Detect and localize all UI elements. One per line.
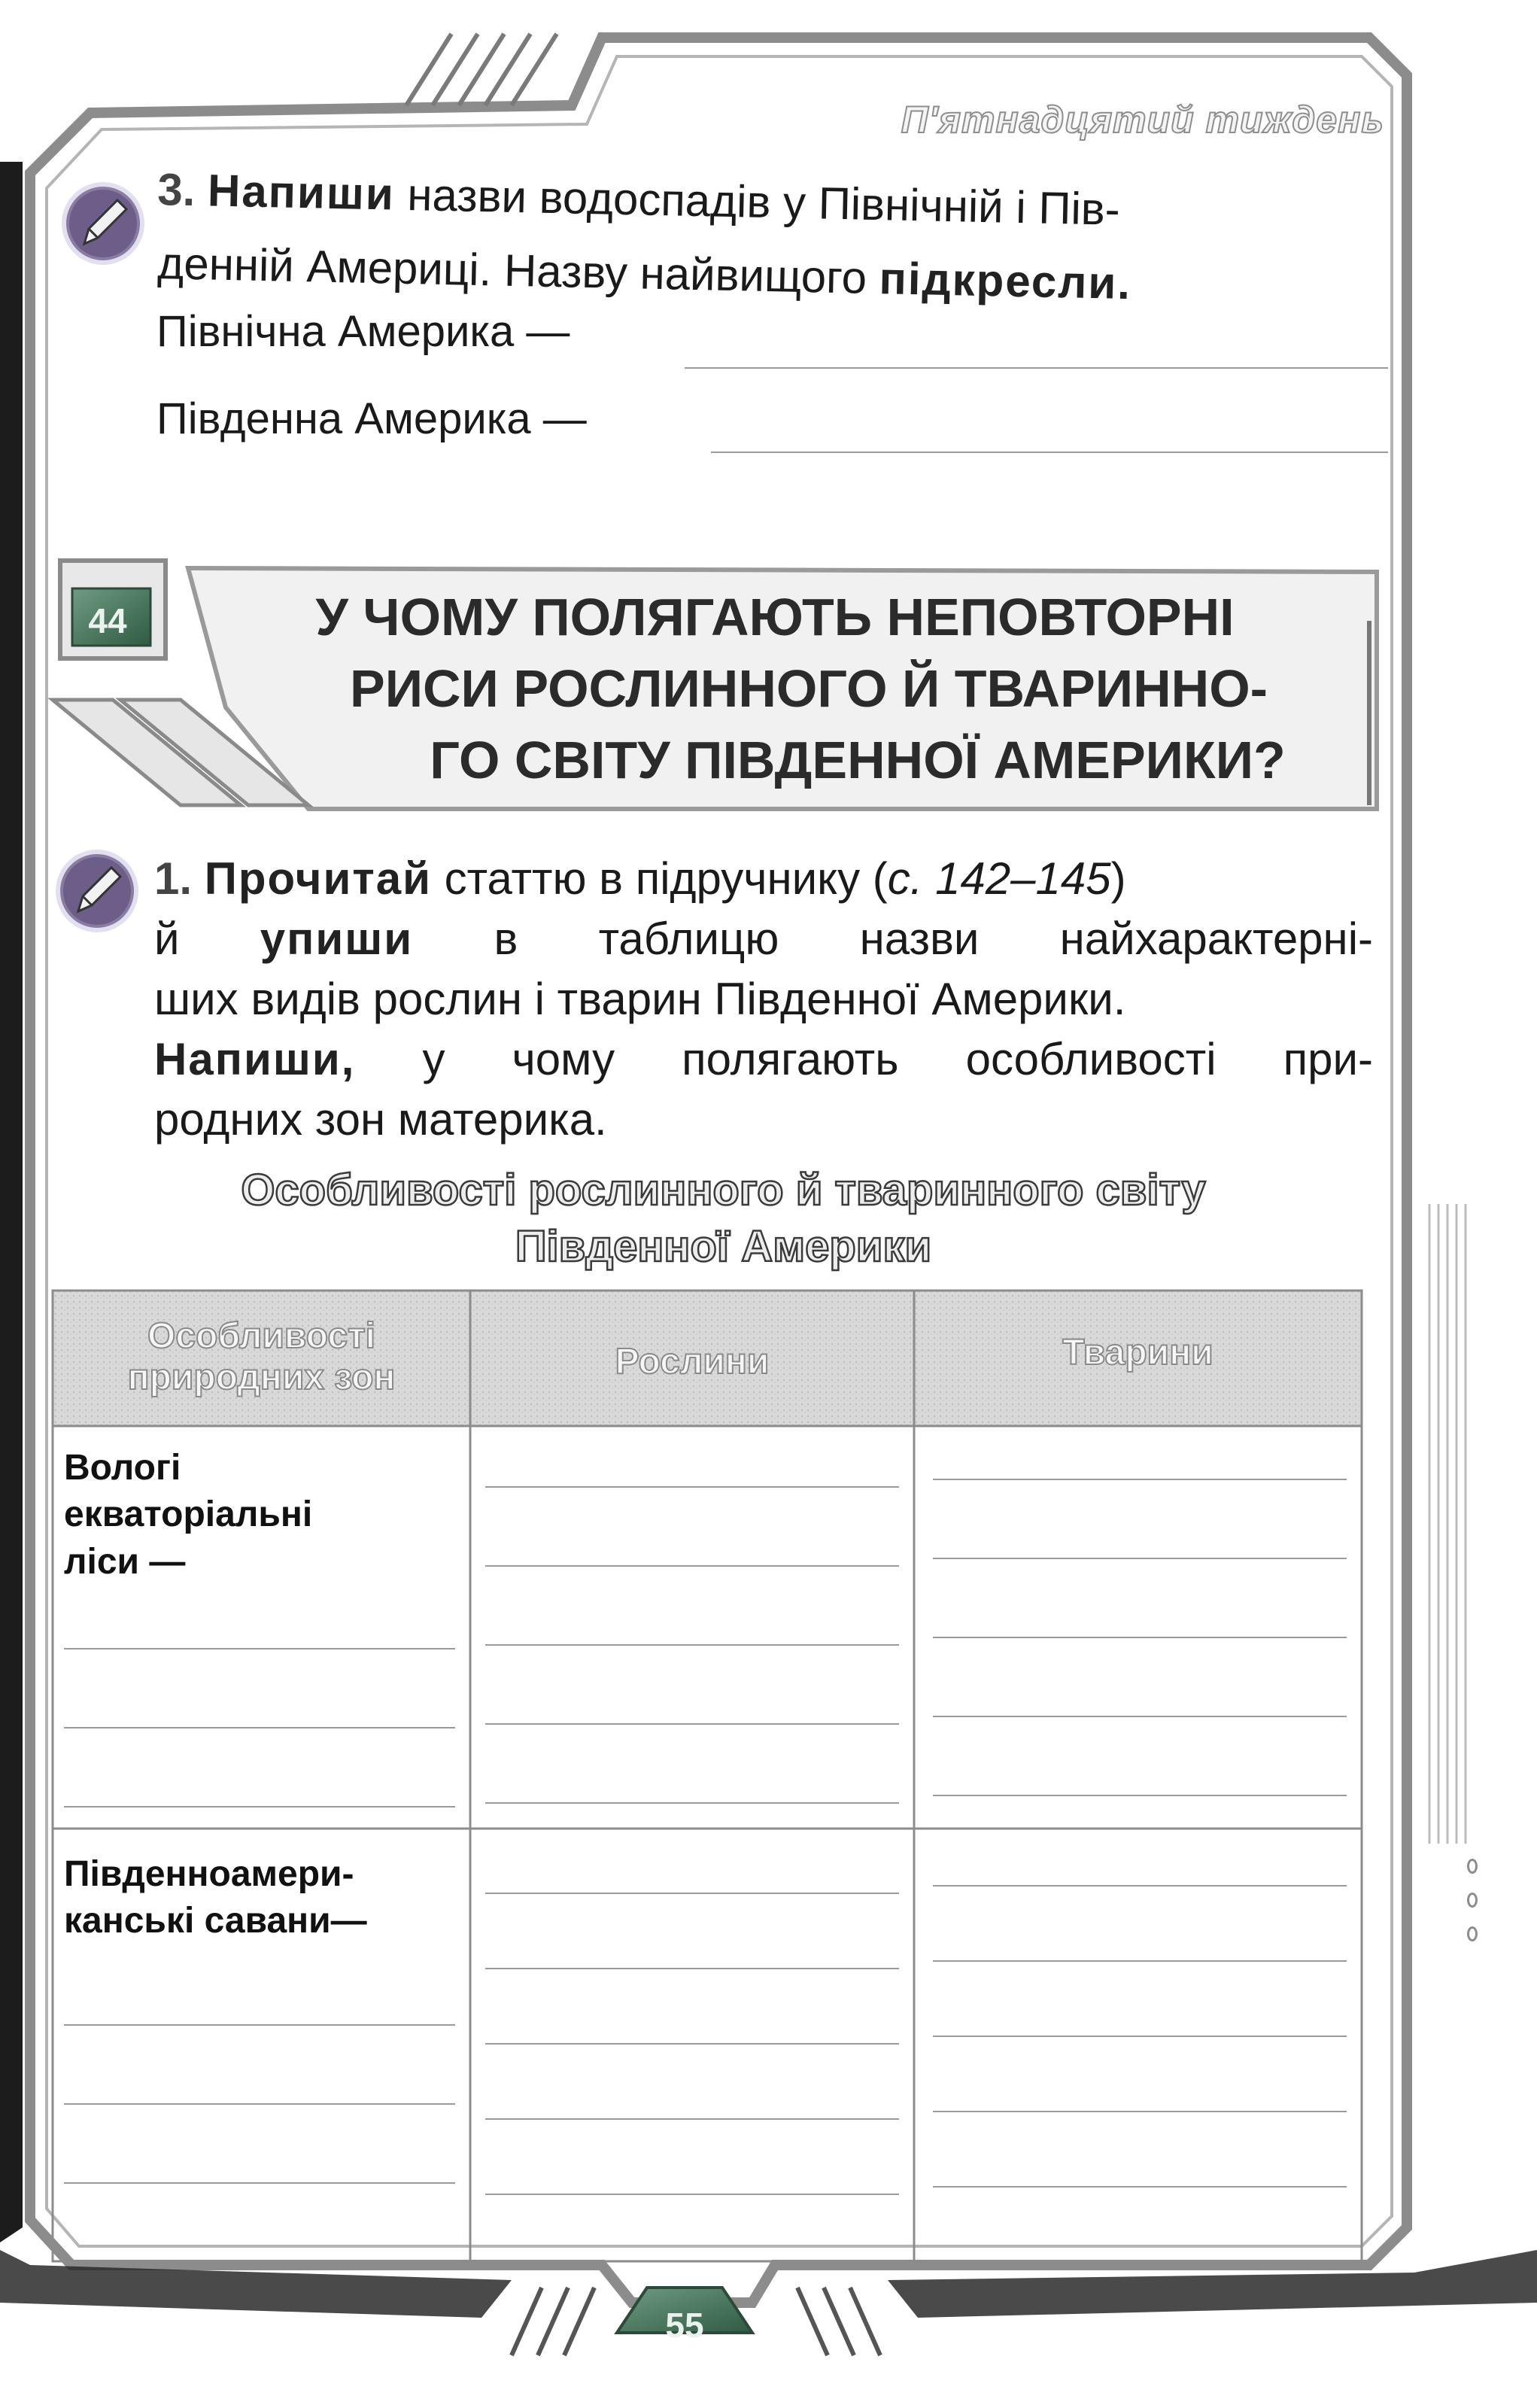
task1-verb-write-in: упиши: [260, 914, 414, 964]
answer-line-savanna-zone[interactable]: [64, 2182, 455, 2184]
task1-verb-read: Прочитай: [204, 853, 433, 904]
running-head-week-title: П'ятнадцятий тиждень: [901, 99, 1384, 141]
task1-text-4: у чому полягають особливості при-: [355, 1034, 1373, 1084]
column-header-plants: Рослини: [615, 1342, 770, 1382]
task1-text-2a: й: [154, 914, 260, 964]
row-label-equatorial-forests: [64, 1445, 312, 1586]
answer-line-south-america[interactable]: [711, 451, 1388, 453]
pencil-task-icon: [59, 179, 147, 268]
answer-line-forests-zone[interactable]: [64, 1806, 455, 1808]
task1-line2: [154, 914, 1374, 964]
answer-line-plants[interactable]: [485, 2194, 899, 2195]
answer-line-plants[interactable]: [485, 2043, 899, 2045]
decorative-dot: [1467, 1893, 1478, 1908]
row-label-savannas: [64, 1851, 367, 1945]
answer-line-north-america[interactable]: [685, 367, 1388, 369]
task1-line3: ших видів рослин і тварин Південної Америки.: [154, 974, 1126, 1024]
answer-line-plants[interactable]: [485, 1486, 899, 1488]
pencil-task-icon: [53, 847, 141, 935]
answer-line-animals[interactable]: [933, 1716, 1347, 1717]
task1-verb-write: Напиши,: [154, 1034, 356, 1084]
answer-line-animals[interactable]: [933, 1558, 1347, 1559]
task3-text: назви водоспадів у Північній і Пів-: [394, 169, 1121, 235]
answer-line-forests-zone[interactable]: [64, 1648, 455, 1649]
lesson-number-badge: 44: [88, 601, 127, 640]
lesson-title-line-1: У ЧОМУ ПОЛЯГАЮТЬ НЕПОВТОРНІ: [315, 588, 1235, 646]
decorative-dot: [1467, 1926, 1478, 1941]
lesson-title-line-2: РИСИ РОСЛИННОГО Й ТВАРИННО-: [350, 659, 1268, 718]
decorative-dot: [1467, 1859, 1478, 1874]
task3-text-2: денній Америці. Назву найвищого: [156, 238, 880, 304]
column-header-zones-line1: Особливості: [147, 1316, 375, 1356]
table-title-line-1: Особливості рослинного й тваринного світу: [241, 1166, 1206, 1215]
answer-line-animals[interactable]: [933, 1885, 1347, 1887]
task1-line5: родних зон материка.: [154, 1094, 607, 1145]
north-america-label: Північна Америка —: [156, 307, 570, 356]
task1-text-2b: в таблицю назви найхарактерні-: [413, 914, 1374, 964]
task1-text: статтю в підручнику (: [432, 853, 888, 904]
task1-line1: [154, 853, 1126, 904]
answer-line-plants[interactable]: [485, 2118, 899, 2120]
answer-line-plants[interactable]: [485, 1802, 899, 1804]
textbook-pages: с. 142–145: [887, 853, 1111, 904]
column-header-zones-line2: природних зон: [127, 1358, 396, 1398]
task3-number: 3.: [156, 164, 196, 216]
answer-line-savanna-zone[interactable]: [64, 2024, 455, 2026]
row-label-line: екваторіальні: [64, 1494, 313, 1535]
answer-line-animals[interactable]: [933, 1795, 1347, 1796]
row-label-line: ліси —: [64, 1541, 186, 1582]
answer-line-plants[interactable]: [485, 1644, 899, 1646]
row-label-line: канські савани—: [64, 1901, 367, 1941]
answer-line-plants[interactable]: [485, 1565, 899, 1567]
task1-close-paren: ): [1110, 853, 1126, 904]
answer-line-animals[interactable]: [933, 2036, 1347, 2037]
row-label-line: Вологі: [64, 1448, 181, 1488]
task1-number: 1.: [154, 853, 193, 904]
answer-line-animals[interactable]: [933, 1960, 1347, 1962]
task3-verb-underline: підкресли.: [879, 253, 1132, 309]
column-header-animals: Тварини: [1062, 1333, 1214, 1373]
row-label-line: Південноамери-: [64, 1854, 354, 1894]
column-header-zones: [56, 1315, 466, 1398]
task3-verb: Напиши: [207, 165, 396, 220]
answer-line-forests-zone[interactable]: [64, 1727, 455, 1728]
answer-line-plants[interactable]: [485, 1723, 899, 1725]
answer-line-animals[interactable]: [933, 1479, 1347, 1480]
answer-line-animals[interactable]: [933, 2186, 1347, 2188]
lesson-title-line-3: ГО СВІТУ ПІВДЕННОЇ АМЕРИКИ?: [430, 731, 1286, 789]
south-america-label: Південна Америка —: [156, 394, 587, 443]
answer-line-savanna-zone[interactable]: [64, 2103, 455, 2105]
answer-line-animals[interactable]: [933, 2111, 1347, 2112]
table-title-line-2: Південної Америки: [515, 1222, 932, 1271]
page-number: 55: [665, 2306, 704, 2345]
answer-line-animals[interactable]: [933, 1637, 1347, 1638]
answer-line-plants[interactable]: [485, 1968, 899, 1969]
answer-line-plants[interactable]: [485, 1893, 899, 1894]
task1-line4: [154, 1034, 1373, 1084]
